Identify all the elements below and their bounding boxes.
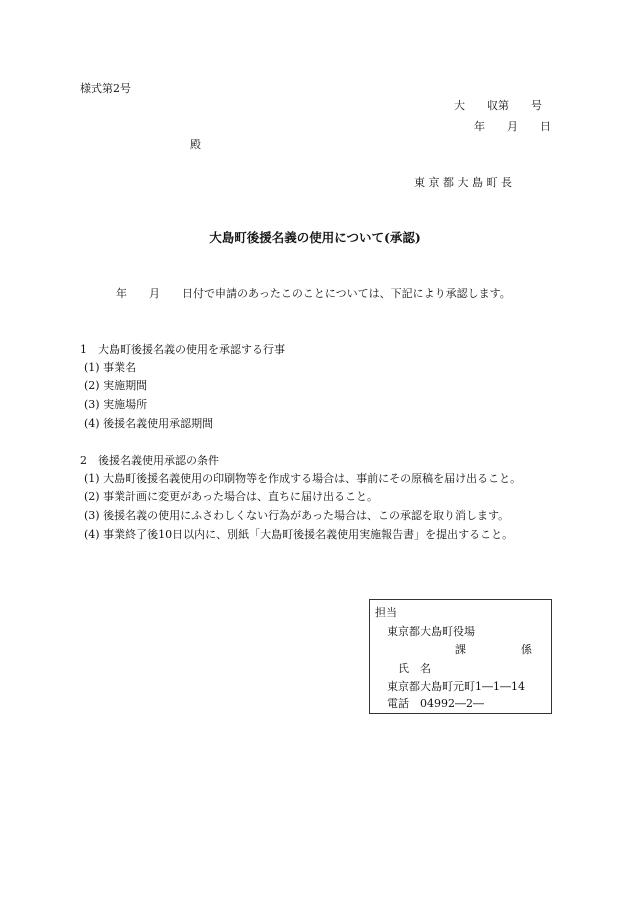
contact-label: 担当 — [375, 606, 397, 619]
contact-box — [369, 599, 552, 714]
section2-item: (2) 事業計画に変更があった場合は、直ちに届け出ること。 — [84, 490, 378, 503]
issue-date: 年 月 日 — [474, 120, 551, 133]
section2-item: (1) 大島町後援名義使用の印刷物等を作成する場合は、事前にその原稿を届け出ること。 — [84, 472, 522, 485]
contact-office: 東京都大島町役場 — [387, 625, 475, 638]
issuer: 東 京 都 大 島 町 長 — [414, 176, 512, 189]
section1-item: (1) 事業名 — [84, 361, 137, 374]
form-number: 様式第2号 — [80, 82, 131, 95]
section1-item: (2) 実施期間 — [84, 379, 148, 392]
contact-section: 課 係 — [455, 643, 532, 656]
section2-heading: 2 後援名義使用承認の条件 — [80, 454, 219, 467]
section1-item: (4) 後援名義使用承認期間 — [84, 417, 214, 430]
receipt-number: 大 収第 号 — [454, 99, 542, 112]
section1-item: (3) 実施場所 — [84, 398, 148, 411]
contact-phone: 電話 04992―2― — [387, 697, 484, 710]
contact-name-label: 氏 名 — [398, 662, 431, 675]
section2-item: (3) 後援名義の使用にふさわしくない行為があった場合は、この承認を取り消します。 — [84, 509, 510, 522]
section2-item: (4) 事業終了後10日以内に、別紙「大島町後援名義使用実施報告書」を提出すること。 — [84, 528, 514, 541]
addressee: 殿 — [190, 138, 201, 151]
document-title: 大島町後援名義の使用について(承認) — [209, 230, 421, 245]
contact-address: 東京都大島町元町1―1―14 — [387, 680, 525, 693]
section1-heading: 1 大島町後援名義の使用を承認する行事 — [80, 343, 285, 356]
body-text: 年 月 日付で申請のあったこのことについては、下記により承認します。 — [116, 287, 511, 300]
